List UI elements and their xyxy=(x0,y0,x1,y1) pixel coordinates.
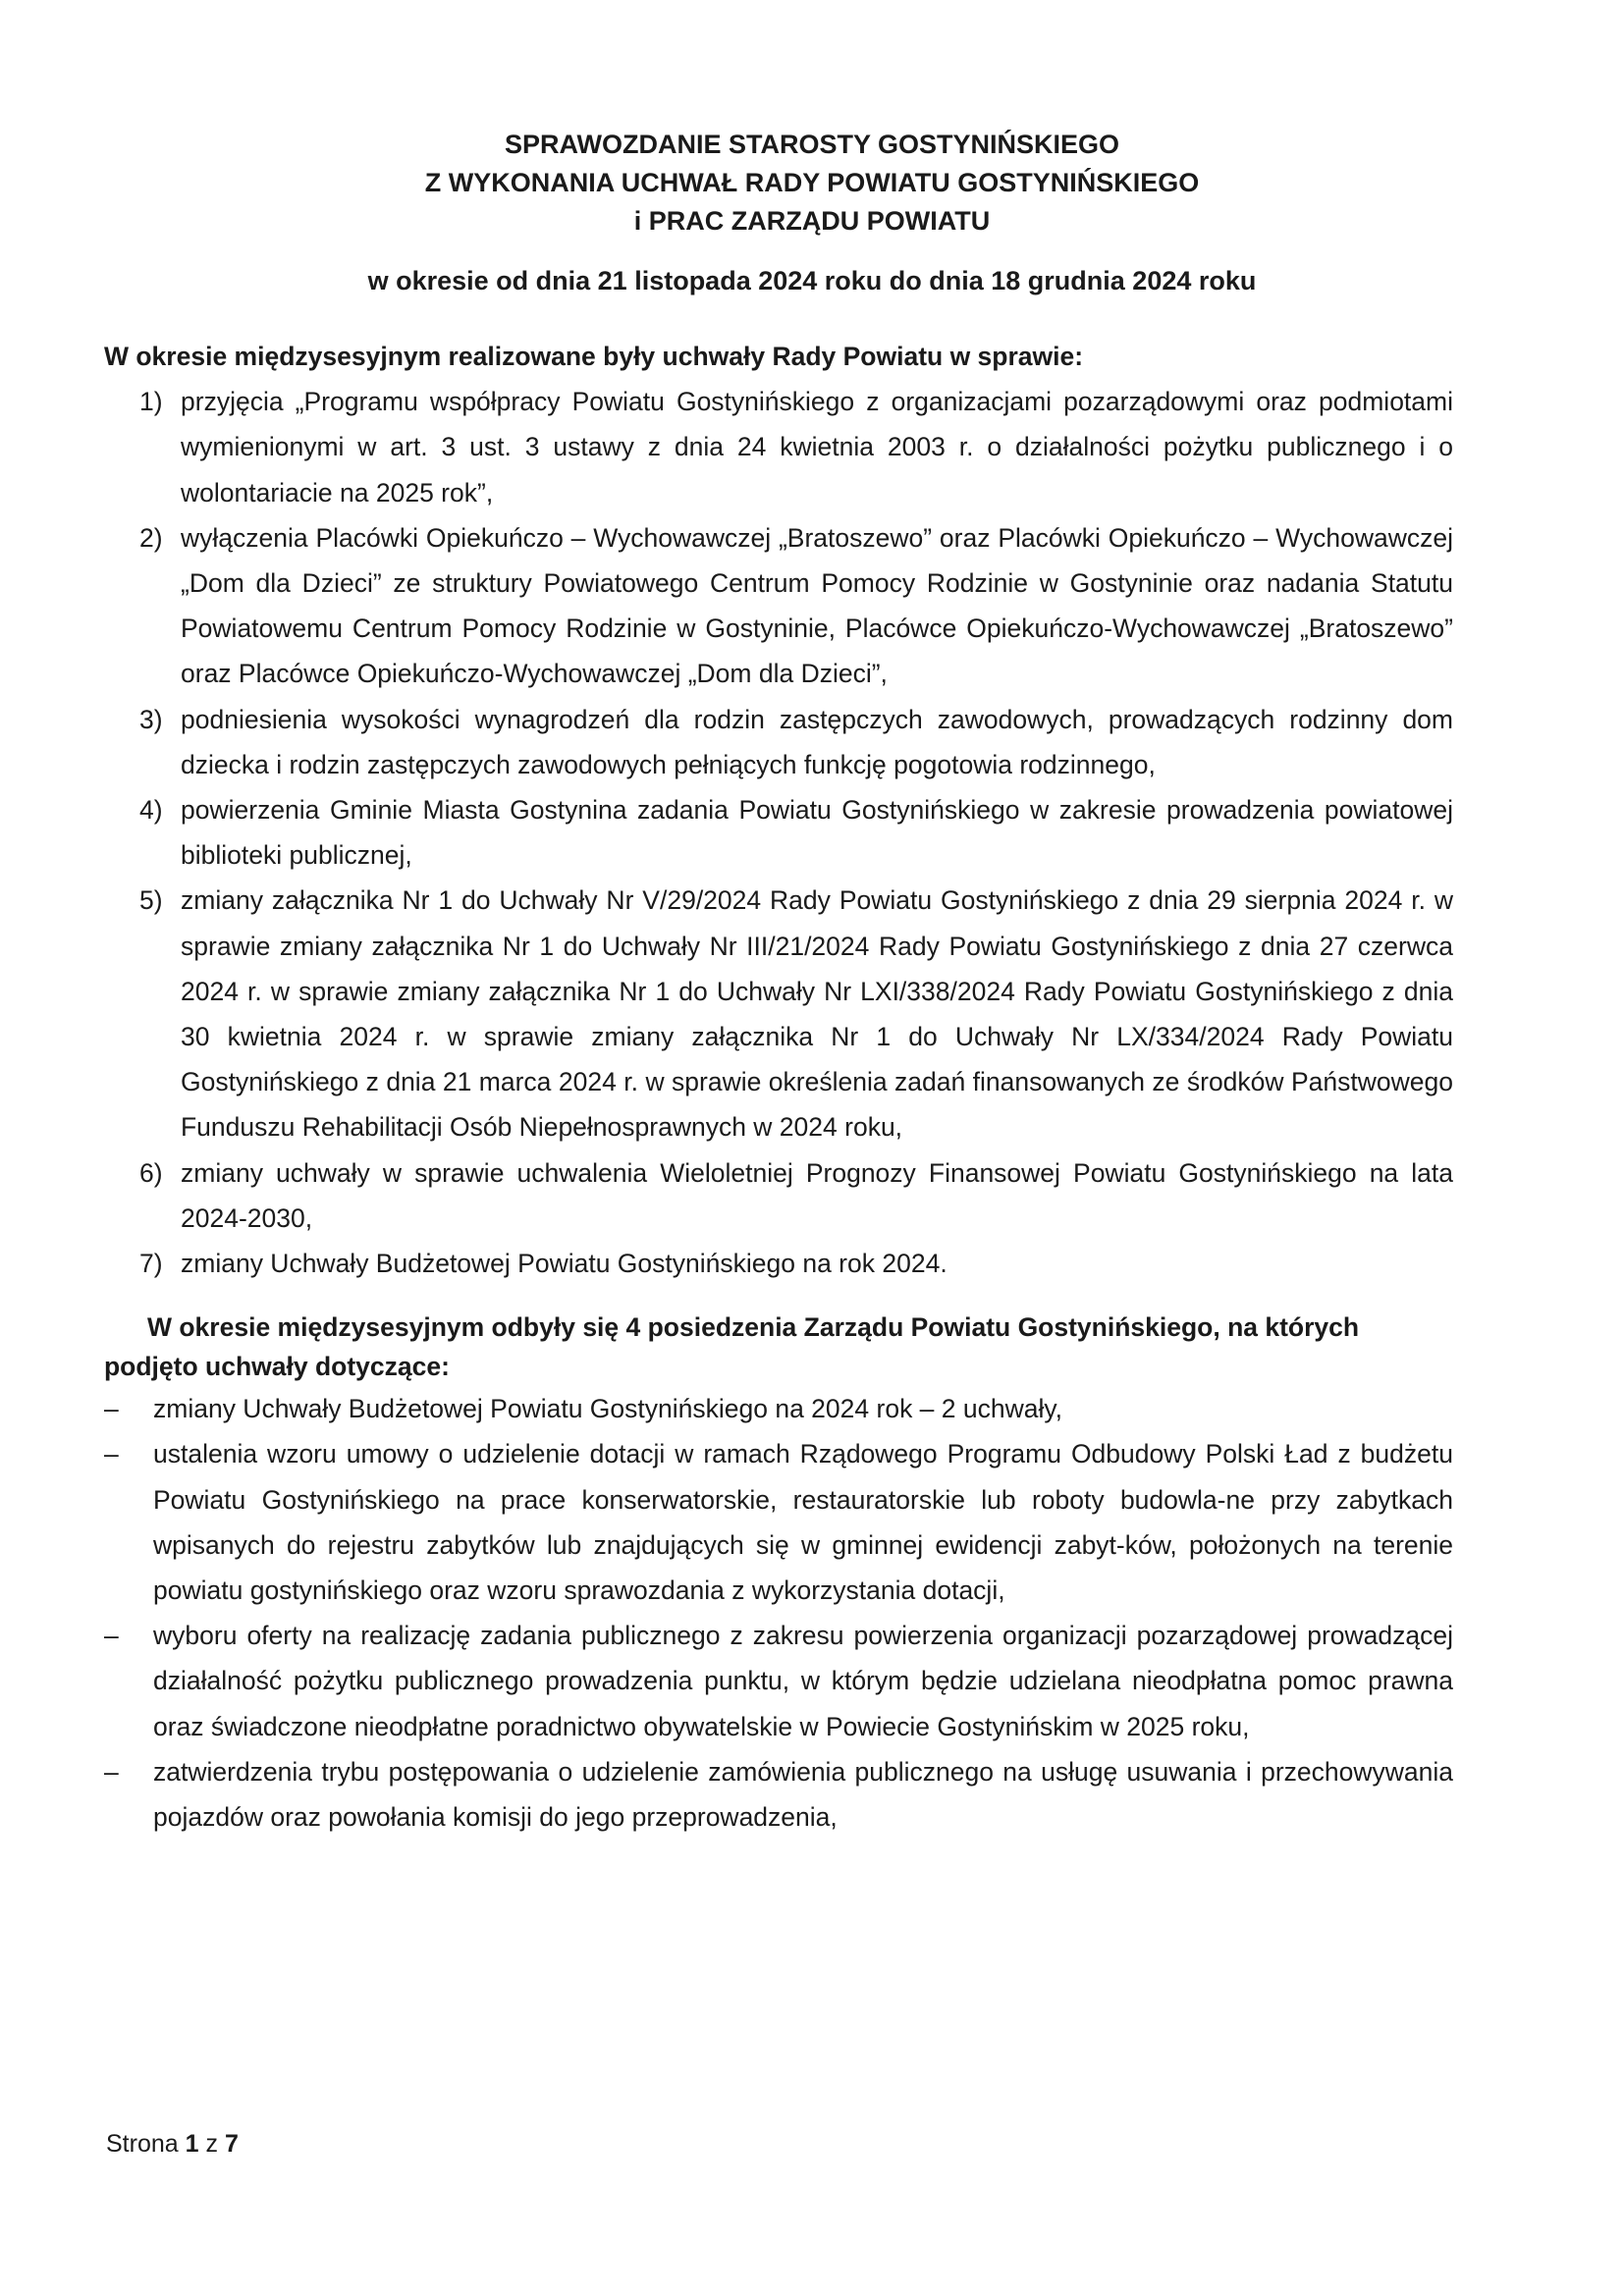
page-separator: z xyxy=(205,2130,218,2158)
list-item xyxy=(104,787,1453,878)
dash-bullet: – xyxy=(104,1439,119,1469)
list-item xyxy=(104,878,1453,1149)
list-item xyxy=(104,1749,1453,1840)
list-item xyxy=(104,1241,1453,1286)
document-body xyxy=(104,334,1453,1840)
item-text: wyboru oferty na realizację zadania publicznego z zakresu powierzenia organizacji pozarządowej prowadzącej działalność pożytku publicznego prowadzenia punktu, w którym będzie udzielana nieodpłatna pomoc prawna oraz świadczone nieodpłatne poradnictwo obywatelskie w Powiecie Gostynińskim w 2025 roku, xyxy=(153,1621,1453,1741)
item-text: wyłączenia Placówki Opiekuńczo – Wychowawczej „Bratoszewo” oraz Placówki Opiekuńczo – Wychowawczej „Dom dla Dzieci” ze struktury Powiatowego Centrum Pomocy Rodzinie w Gostyninie oraz nadania Statutu Powiatowemu Centrum Pomocy Rodzinie w Gostyninie, Placówce Opiekuńczo-Wychowawczej „Bratoszewo” oraz Placówce Opiekuńczo-Wychowawczej „Dom dla Dzieci”, xyxy=(181,522,1453,689)
list-item xyxy=(104,1150,1453,1241)
dash-bullet: – xyxy=(104,1756,119,1787)
item-text: zmiany załącznika Nr 1 do Uchwały Nr V/29/2024 Rady Powiatu Gostynińskiego z dnia 29 sierpnia 2024 r. w sprawie zmiany załącznika Nr 1 do Uchwały Nr III/21/2024 Rady Powiatu Gostynińskiego z dnia 27 czerwca 2024 r. w sprawie zmiany załącznika Nr 1 do Uchwały Nr LXI/338/2024 Rady Powiatu Gostynińskiego z dnia 30 kwietnia 2024 r. w sprawie zmiany załącznika Nr 1 do Uchwały Nr LX/334/2024 Rady Powiatu Gostynińskiego z dnia 21 marca 2024 r. w sprawie określenia zadań finansowanych ze środków Państwowego Funduszu Rehabilitacji Osób Niepełnosprawnych w 2024 roku, xyxy=(181,885,1453,1143)
page-current: 1 xyxy=(185,2130,199,2158)
resolutions-heading: W okresie międzysesyjnym realizowane były uchwały Rady Powiatu w sprawie: xyxy=(104,342,1084,371)
item-text: podniesienia wysokości wynagrodzeń dla rodzin zastępczych zawodowych, prowadzących rodzinny dom dziecka i rodzin zastępczych zawodowych pełniących funkcję pogotowia rodzinnego, xyxy=(181,704,1453,779)
item-text: zmiany uchwały w sprawie uchwalenia Wieloletniej Prognozy Finansowej Powiatu Gostynińskiego na lata 2024-2030, xyxy=(181,1157,1453,1233)
item-number: 2) xyxy=(139,522,163,553)
page-footer xyxy=(106,2130,239,2159)
item-number: 6) xyxy=(139,1157,163,1188)
page-label: Strona xyxy=(106,2130,179,2158)
item-number: 3) xyxy=(139,704,163,734)
item-text: przyjęcia „Programu współpracy Powiatu Gostynińskiego z organizacjami pozarządowymi oraz podmiotami wymienionymi w art. 3 ust. 3 ustawy z dnia 24 kwietnia 2003 r. o działalności pożytku publicznego i o wolontariacie na 2025 rok”, xyxy=(181,387,1453,507)
list-item xyxy=(104,1386,1453,1431)
item-text: zmiany Uchwały Budżetowej Powiatu Gostynińskiego na rok 2024. xyxy=(181,1249,947,1279)
section-spacer xyxy=(104,1286,1453,1308)
board-heading: W okresie międzysesyjnym odbyły się 4 posiedzenia Zarządu Powiatu Gostynińskiego, na których podjęto uchwały dotyczące: xyxy=(104,1312,1360,1382)
list-item xyxy=(104,1613,1453,1749)
item-text: ustalenia wzoru umowy o udzielenie dotacji w ramach Rządowego Programu Odbudowy Polski Ład z budżetu Powiatu Gostynińskiego na prace konserwatorskie, restauratorskie lub roboty budowla-ne przy zabytkach wpisanych do rejestru zabytków lub znajdujących się w gminnej ewidencji zabyt-ków, położonych na terenie powiatu gostynińskiego oraz wzoru sprawozdania z wykorzystania dotacji, xyxy=(153,1439,1453,1606)
dash-bullet: – xyxy=(104,1394,119,1424)
title-line-2: Z WYKONANIA UCHWAŁ RADY POWIATU GOSTYNIŃSKIEGO xyxy=(424,168,1200,197)
title-line-1: SPRAWOZDANIE STAROSTY GOSTYNIŃSKIEGO xyxy=(504,130,1120,159)
list-item xyxy=(104,515,1453,697)
reporting-period: w okresie od dnia 21 listopada 2024 roku do dnia 18 grudnia 2024 roku xyxy=(367,266,1257,295)
item-number: 7) xyxy=(139,1249,163,1279)
document-title xyxy=(0,126,1624,240)
decisions-list xyxy=(104,1386,1453,1840)
dash-bullet: – xyxy=(104,1621,119,1651)
item-text: powierzenia Gminie Miasta Gostynina zadania Powiatu Gostynińskiego w zakresie prowadzenia powiatowej biblioteki publicznej, xyxy=(181,795,1453,871)
list-item xyxy=(104,379,1453,515)
item-text: zmiany Uchwały Budżetowej Powiatu Gostynińskiego na 2024 rok – 2 uchwały, xyxy=(153,1394,1063,1424)
item-number: 5) xyxy=(139,885,163,916)
list-item xyxy=(104,697,1453,787)
item-number: 1) xyxy=(139,387,163,417)
page-total: 7 xyxy=(224,2130,239,2158)
list-item xyxy=(104,1431,1453,1613)
title-line-3: i PRAC ZARZĄDU POWIATU xyxy=(633,206,991,236)
item-text: zatwierdzenia trybu postępowania o udzielenie zamówienia publicznego na usługę usuwania i przechowywania pojazdów oraz powołania komisji do jego przeprowadzenia, xyxy=(153,1756,1453,1833)
resolutions-list xyxy=(104,379,1453,1286)
item-number: 4) xyxy=(139,795,163,826)
